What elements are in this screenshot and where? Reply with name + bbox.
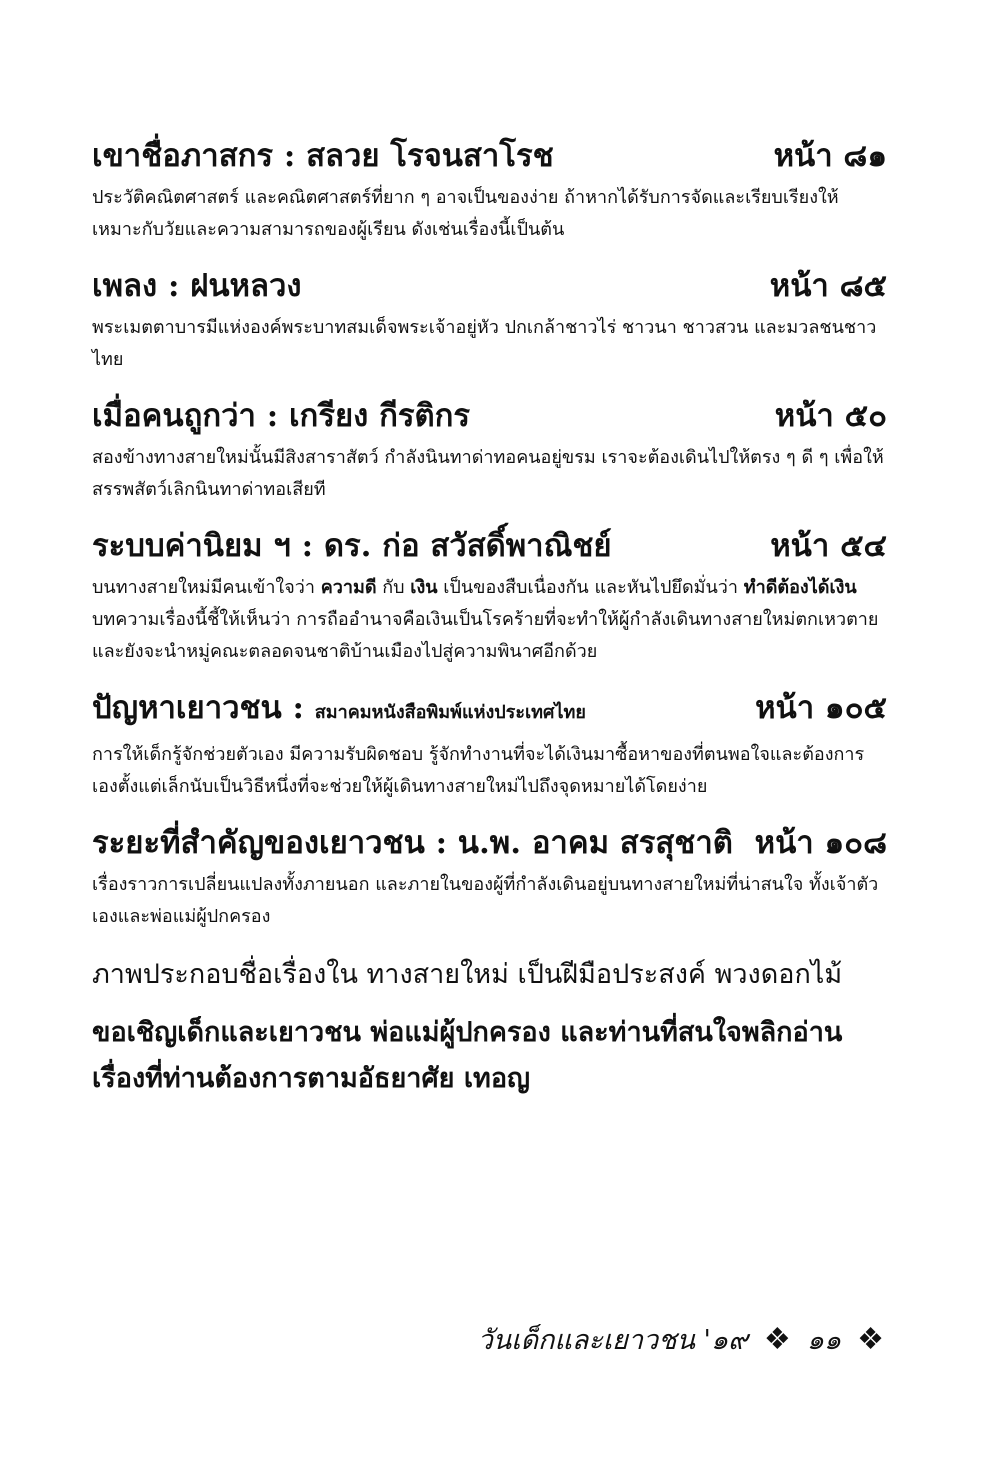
summary-text: กับ	[376, 577, 411, 598]
footer-page-number: ๑๑	[806, 1325, 842, 1356]
summary-emphasis: ความดี	[320, 577, 377, 598]
entry-title: เขาชื่อภาสกร : สลวย โรจนสาโรช	[92, 138, 554, 174]
entry-important-youth-period	[92, 817, 887, 933]
summary-emphasis: ทำดีต้องได้เงิน	[743, 577, 857, 598]
entry-heading	[92, 520, 887, 572]
summary-emphasis: เงิน	[410, 577, 438, 598]
entry-title: เพลง : ฝนหลวง	[92, 268, 302, 304]
illustration-credit: ภาพประกอบชื่อเรื่องใน ทางสายใหม่ เป็นฝีมือประสงค์ พวงดอกไม้	[92, 959, 843, 990]
entry-summary: เรื่องราวการเปลี่ยนแปลงทั้งภายนอก และภายในของผู้ที่กำลังเดินอยู่บนทางสายใหม่ที่น่าสนใจ ทั้งเจ้าตัวเองและพ่อแม่ผู้ปกครอง	[92, 874, 879, 927]
flower-ornament-icon: ❖	[857, 1322, 884, 1357]
invitation-text: ขอเชิญเด็กและเยาวชน พ่อแม่ผู้ปกครอง และท่านที่สนใจพลิกอ่านเรื่องที่ท่านต้องการตามอัธยาศัย เทอญ	[92, 1017, 843, 1094]
entry-summary	[92, 572, 887, 668]
entry-page-ref: หน้า ๕๔	[770, 528, 887, 564]
entry-when-people-are-criticized	[92, 390, 887, 506]
entry-title	[92, 682, 586, 739]
summary-text: บนทางสายใหม่มีคนเข้าใจว่า	[92, 577, 321, 598]
entry-title-main: ปัญหาเยาวชน :	[92, 690, 304, 726]
summary-text: บทความเรื่องนี้ชี้ให้เห็นว่า การถืออำนาจคือเงินเป็นโรคร้ายที่จะทำให้ผู้กำลังเดินทางสายใหม่ตกเหวตาย และยังจะนำหมู่คณะตลอดจนชาติบ้านเมืองไปสู่ความพินาศอีกด้วย	[92, 609, 879, 662]
entry-bhaskara	[92, 130, 887, 246]
entry-title: ระบบค่านิยม ฯ : ดร. ก่อ สวัสดิ์พาณิชย์	[92, 528, 612, 564]
entry-author: สมาคมหนังสือพิมพ์แห่งประเทศไทย	[314, 702, 586, 723]
entry-youth-problems	[92, 682, 887, 803]
entry-heading	[92, 817, 887, 869]
footer-publication-title: วันเด็กและเยาวชน '๑๙	[477, 1325, 748, 1356]
entry-royal-rain-song	[92, 260, 887, 376]
entry-heading	[92, 130, 887, 182]
entry-value-system	[92, 520, 887, 668]
entry-title: เมื่อคนถูกว่า : เกรียง กีรติกร	[92, 398, 471, 434]
entry-summary: ประวัติคณิตศาสตร์ และคณิตศาสตร์ที่ยาก ๆ อาจเป็นของง่าย ถ้าหากได้รับการจัดและเรียบเรียงให้เหมาะกับวัยและความสามารถของผู้เรียน ดังเช่นเรื่องนี้เป็นต้น	[92, 187, 839, 240]
entry-summary: สองข้างทางสายใหม่นั้นมีสิงสาราสัตว์ กำลังนินทาด่าทอคนอยู่ขรม เราจะต้องเดินไปให้ตรง ๆ ดี ๆ เพื่อให้สรรพสัตว์เลิกนินทาด่าทอเสียที	[92, 447, 884, 500]
flower-ornament-icon: ❖	[763, 1322, 791, 1357]
entry-page-ref: หน้า ๑๐๘	[754, 825, 887, 861]
entry-page-ref: หน้า ๘๕	[769, 268, 887, 304]
page-footer	[478, 1318, 884, 1361]
entry-page-ref: หน้า ๕๐	[774, 398, 887, 434]
entry-title: ระยะที่สำคัญของเยาวชน : น.พ. อาคม สรสุชาติ	[92, 825, 733, 861]
entry-heading	[92, 390, 887, 442]
entry-page-ref: หน้า ๘๑	[773, 138, 887, 174]
entry-summary: การให้เด็กรู้จักช่วยตัวเอง มีความรับผิดชอบ รู้จักทำงานที่จะได้เงินมาซื้อหาของที่ตนพอใจและต้องการเองตั้งแต่เล็กนับเป็นวิธีหนึ่งที่จะช่วยให้ผู้เดินทางสายใหม่ไปถึงจุดหมายได้โดยง่าย	[92, 744, 865, 797]
summary-text: เป็นของสืบเนื่องกัน และหันไปยึดมั่นว่า	[437, 577, 744, 598]
entry-heading	[92, 260, 887, 312]
entry-summary: พระเมตตาบารมีแห่งองค์พระบาทสมเด็จพระเจ้าอยู่หัว ปกเกล้าชาวไร่ ชาวนา ชาวสวน และมวลชนชาวไทย	[92, 317, 877, 370]
entry-heading	[92, 682, 887, 739]
contents-page	[92, 130, 887, 1102]
entry-page-ref: หน้า ๑๐๕	[755, 690, 887, 726]
